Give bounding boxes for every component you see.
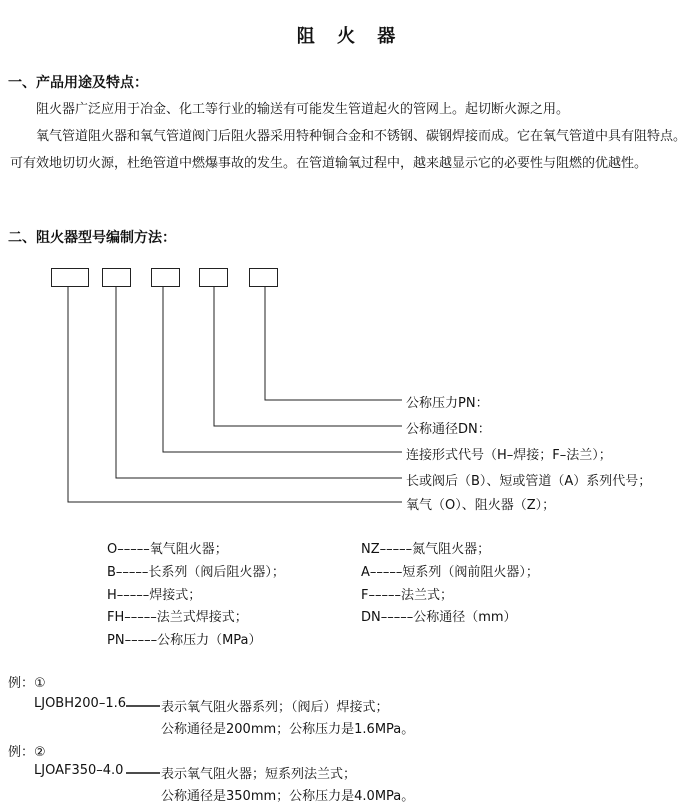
label-connection: 连接形式代号（H–焊接；F–法兰）； bbox=[406, 448, 612, 463]
code-right-1: NZ–––––氮气阻火器； bbox=[361, 542, 491, 557]
code-left-1: O–––––氧气阻火器； bbox=[107, 542, 228, 557]
example-2-model: LJOAF350–4.0 bbox=[34, 763, 124, 778]
code-left-4: FH–––––法兰式焊接式； bbox=[107, 610, 248, 625]
label-pn: 公称压力PN： bbox=[406, 396, 489, 411]
page-title: 阻 火 器 bbox=[296, 26, 404, 47]
section1-paragraph-1: 阻火器广泛应用于冶金、化工等行业的输送有可能发生管道起火的管网上。起切断火源之用。 bbox=[36, 102, 570, 117]
code-right-2: A–––––短系列（阀前阻火器）； bbox=[361, 565, 539, 580]
example-2-label: 例：② bbox=[8, 745, 46, 760]
section1-heading: 一、产品用途及特点： bbox=[8, 75, 148, 91]
section1-paragraph-2: 氧气管道阻火器和氧气管道阀门后阻火器采用特种铜合金和不锈钢、碳钢焊接而成。它在氧气管道中具有阻特点。可有效地切切火源，杜绝管道中燃爆事故的发生。在管道输氧过程中，越来越显示它的必要性与阻燃的优越性。 bbox=[10, 129, 687, 171]
example-2-line1: 表示氧气阻火器；短系列法兰式； bbox=[161, 767, 357, 782]
example-2-line2: 公称通径是350mm；公称压力是4.0MPa。 bbox=[161, 789, 415, 804]
example-1-label: 例：① bbox=[8, 676, 46, 691]
example-1-line1: 表示氧气阻火器系列；（阀后）焊接式； bbox=[161, 700, 389, 715]
example-1-line2: 公称通径是200mm；公称压力是1.6MPa。 bbox=[161, 722, 415, 737]
example-1-model: LJOBH200–1.6 bbox=[34, 696, 126, 711]
section2-heading: 二、阻火器型号编制方法： bbox=[8, 230, 176, 246]
label-series: 长或阀后（B）、短或管道（A）系列代号； bbox=[406, 474, 652, 489]
code-right-3: F–––––法兰式； bbox=[361, 588, 453, 603]
label-oxygen: 氧气（O）、阻火器（Z）； bbox=[406, 498, 556, 513]
code-left-5: PN–––––公称压力（MPa） bbox=[107, 633, 262, 648]
code-right-4: DN–––––公称通径（mm） bbox=[361, 610, 517, 625]
label-dn: 公称通径DN： bbox=[406, 422, 491, 437]
code-left-2: B–––––长系列（阀后阻火器）； bbox=[107, 565, 285, 580]
code-left-3: H–––––焊接式； bbox=[107, 588, 202, 603]
